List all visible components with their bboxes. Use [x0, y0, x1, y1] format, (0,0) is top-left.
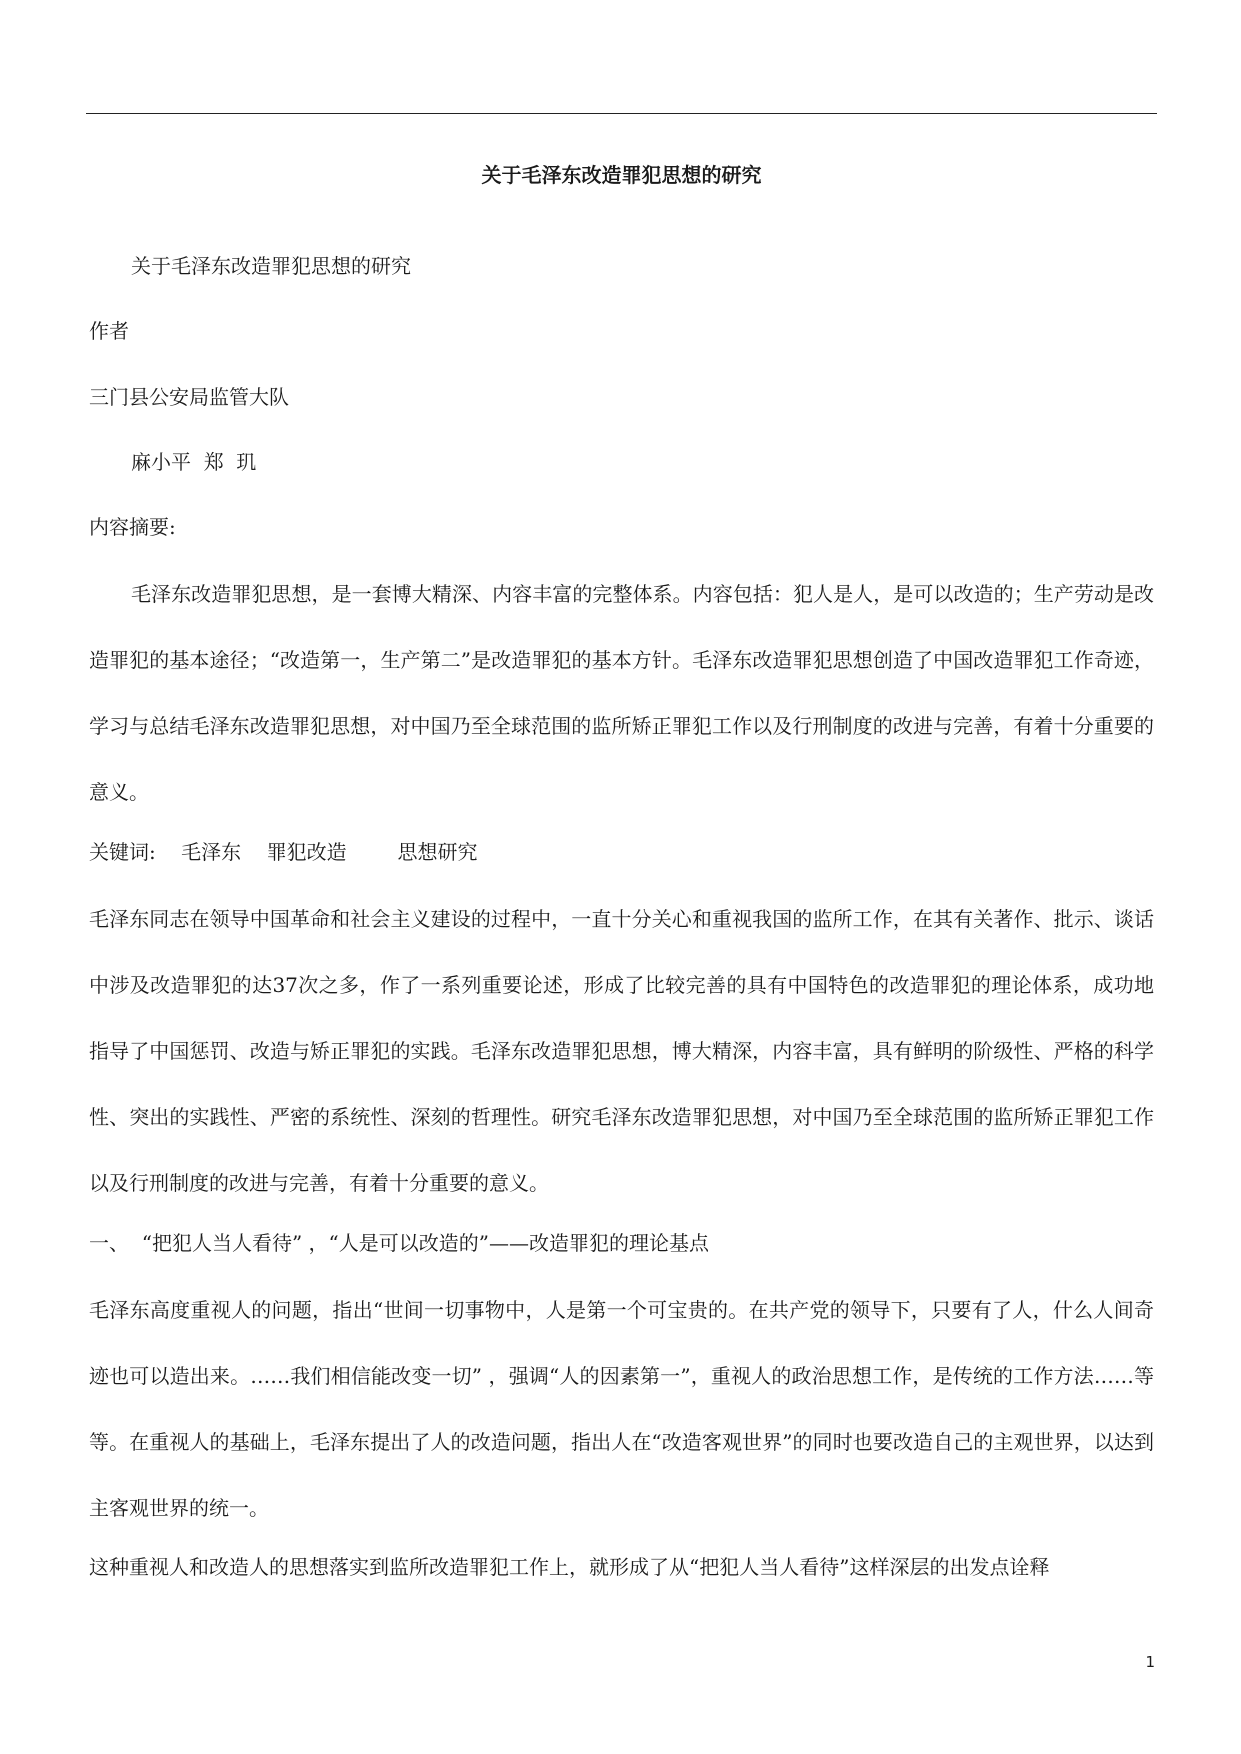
- author-names: 麻小平 郑 玑: [131, 450, 257, 474]
- subtitle-line: 关于毛泽东改造罪犯思想的研究: [131, 254, 411, 278]
- body-paragraph: 毛泽东高度重视人的问题，指出“世间一切事物中，人是第一个可宝贵的。在共产党的领导下，只要有了人，什么人间奇迹也可以造出来。……我们相信能改变一切” ，强调“人的因素第一”，重视人的政治思想工作，是传统的工作方法……等等。在重视人的基础上，毛泽东提出了人的改造问题，指出人在“改造客观世界”的同时也要改造自己的主观世界，以达到主客观世界的统一。: [89, 1298, 1154, 1520]
- header-rule: [86, 113, 1157, 114]
- abstract-paragraph: 毛泽东改造罪犯思想，是一套博大精深、内容丰富的完整体系。内容包括：犯人是人，是可以改造的；生产劳动是改造罪犯的基本途径；“改造第一，生产第二”是改造罪犯的基本方针。毛泽东改造罪犯思想创造了中国改造罪犯工作奇迹，学习与总结毛泽东改造罪犯思想，对中国乃至全球范围的监所矫正罪犯工作以及行刑制度的改进与完善，有着十分重要的意义。: [89, 582, 1154, 804]
- page-number: 1: [1145, 1653, 1155, 1671]
- body-paragraph: 毛泽东同志在领导中国革命和社会主义建设的过程中，一直十分关心和重视我国的监所工作，在其有关著作、批示、谈话中涉及改造罪犯的达37次之多，作了一系列重要论述，形成了比较完善的具有中国特色的改造罪犯的理论体系，成功地指导了中国惩罚、改造与矫正罪犯的实践。毛泽东改造罪犯思想，博大精深，内容丰富，具有鲜明的阶级性、严格的科学性、突出的实践性、严密的系统性、深刻的哲理性。研究毛泽东改造罪犯思想，对中国乃至全球范围的监所矫正罪犯工作以及行刑制度的改进与完善，有着十分重要的意义。: [89, 907, 1154, 1195]
- author-label: 作者: [89, 319, 129, 343]
- document-title: 关于毛泽东改造罪犯思想的研究: [481, 163, 762, 187]
- author-affiliation: 三门县公安局监管大队: [89, 385, 289, 409]
- abstract-label: 内容摘要:: [89, 515, 176, 539]
- body-paragraph: 这种重视人和改造人的思想落实到监所改造罪犯工作上，就形成了从“把犯人当人看待”这样深层的出发点诠释: [89, 1555, 1050, 1579]
- section-heading: 一、 “把犯人当人看待” ，“人是可以改造的”——改造罪犯的理论基点: [89, 1231, 709, 1255]
- keywords-line: 关键词: 毛泽东 罪犯改造 思想研究: [89, 840, 478, 864]
